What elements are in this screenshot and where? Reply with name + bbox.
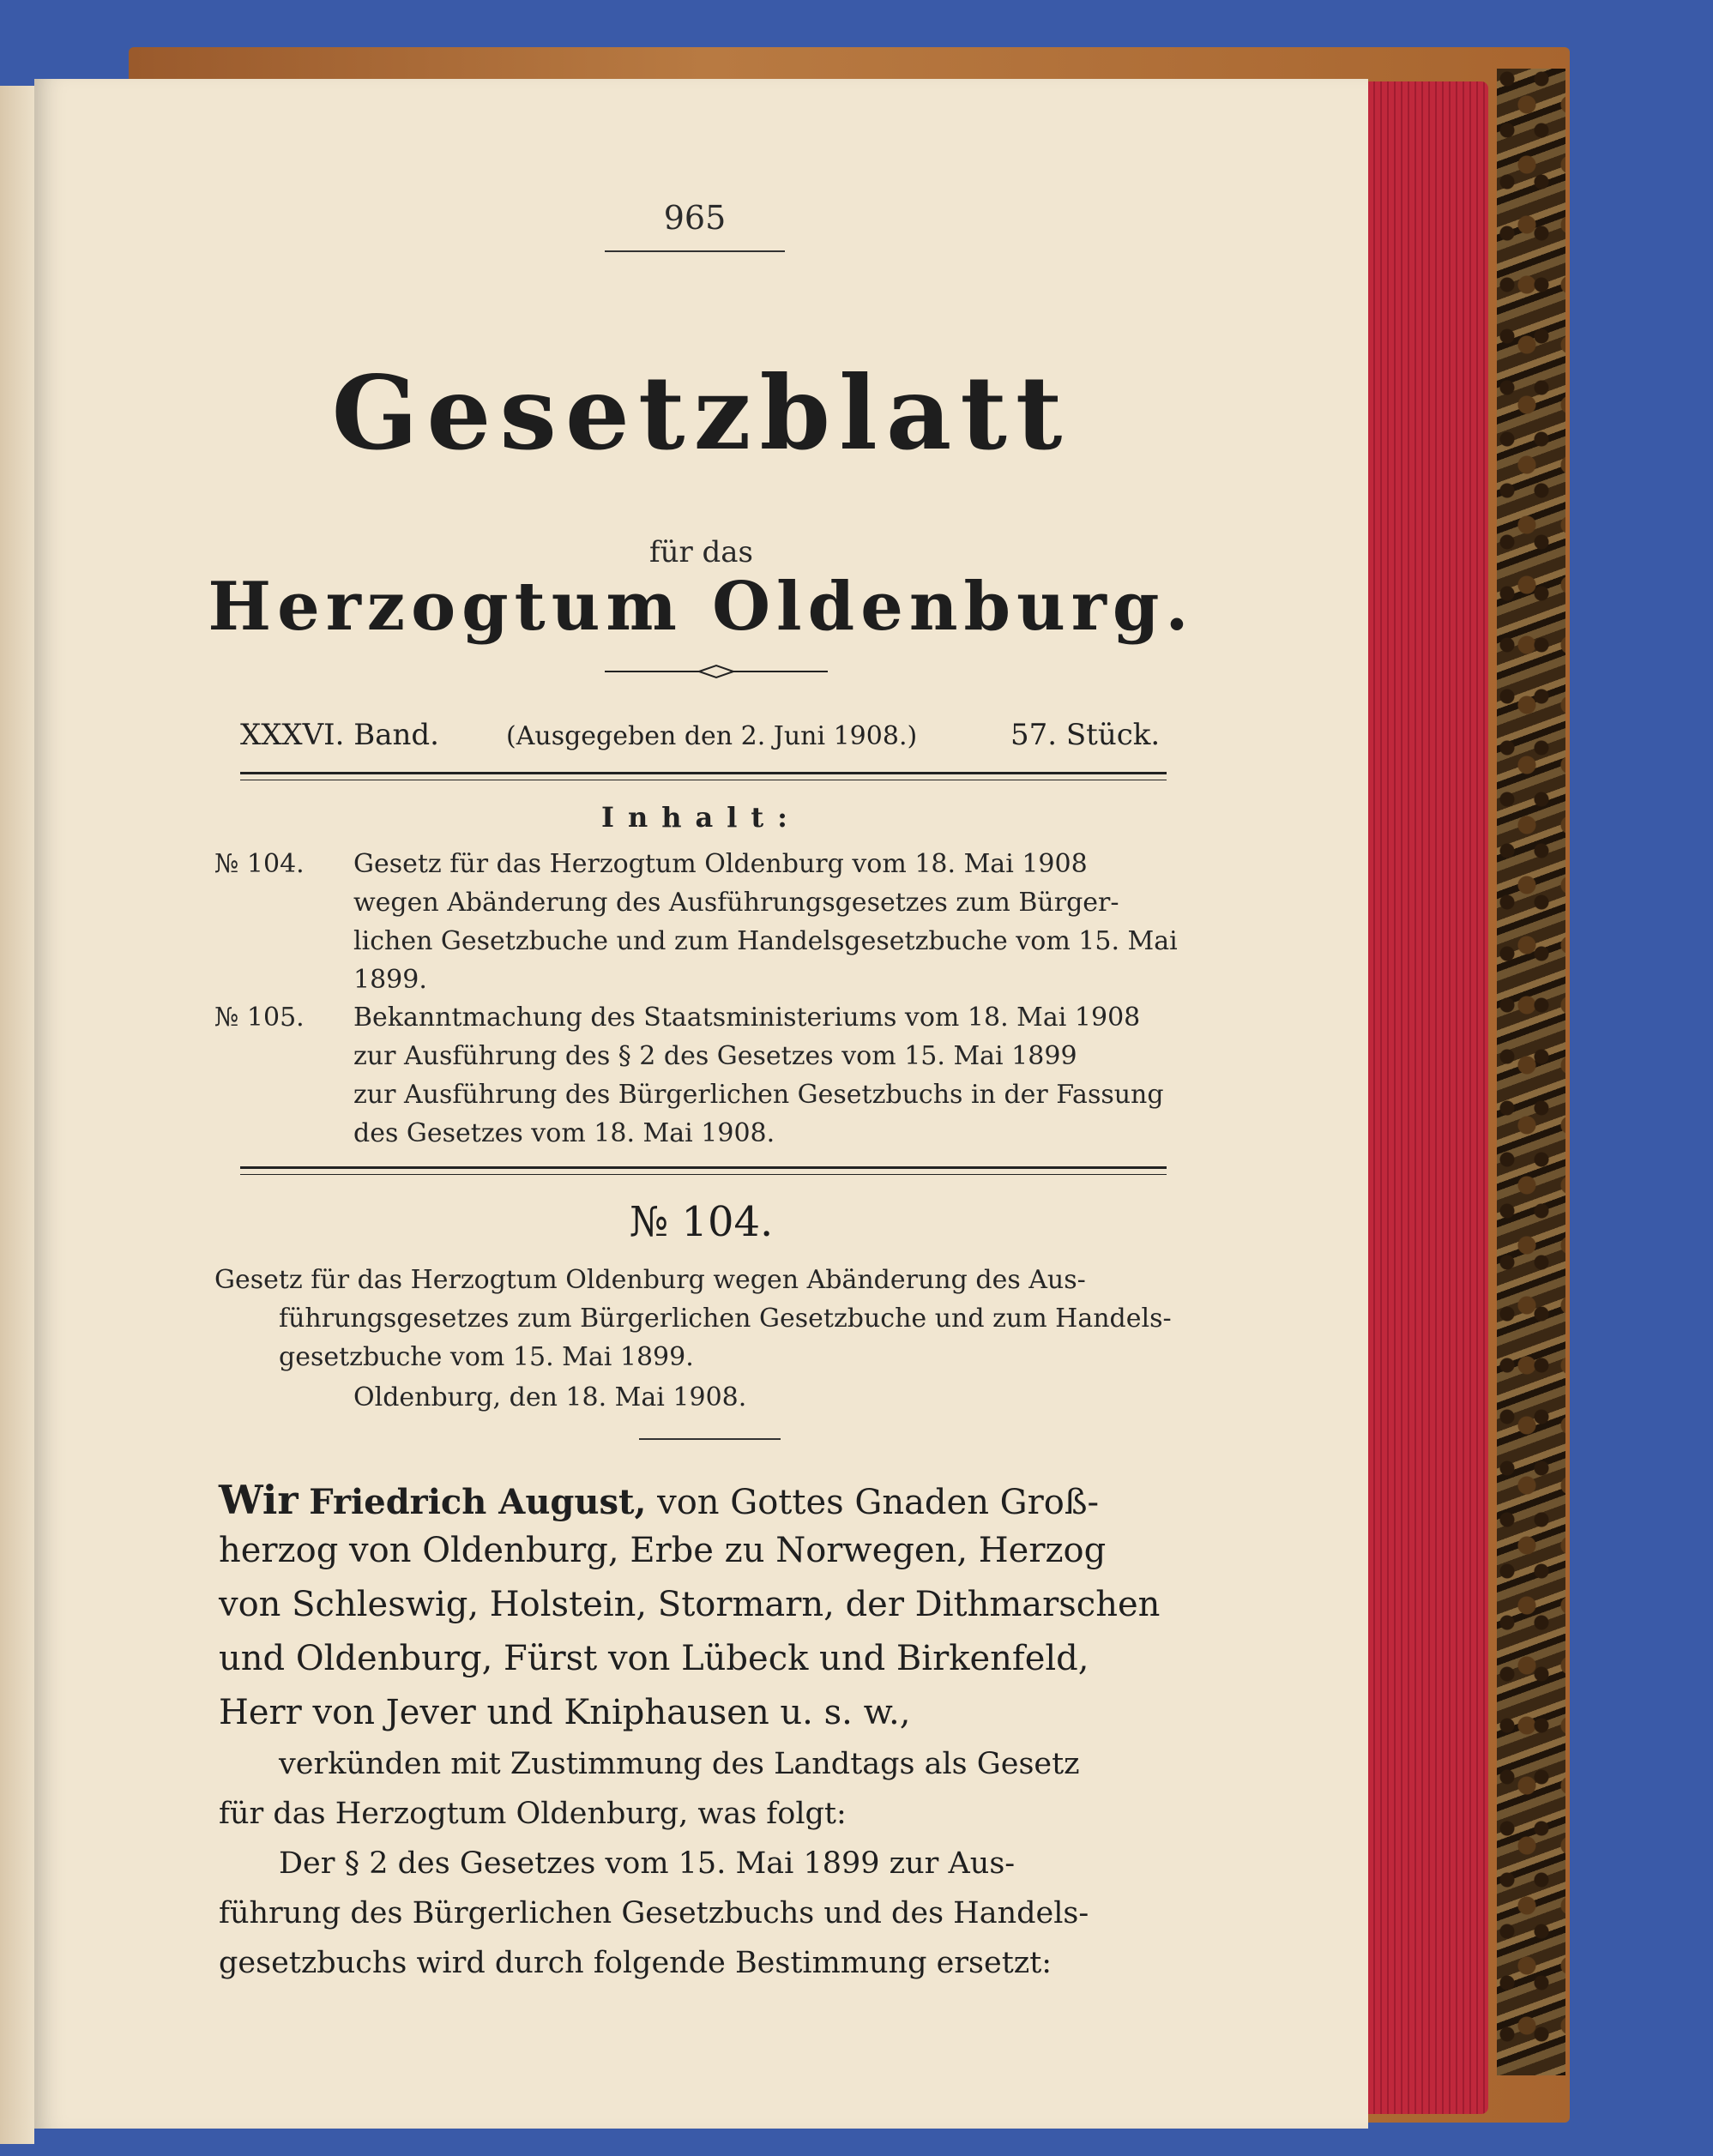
- piece-number: 57. Stück.: [1010, 718, 1161, 752]
- red-page-edges: [1368, 81, 1488, 2114]
- entry-line: des Gesetzes vom 18. Mai 1908.: [353, 1118, 775, 1148]
- header-rule: [605, 250, 785, 252]
- entry-line: 1899.: [353, 965, 427, 995]
- volume: XXXVI. Band.: [240, 718, 439, 752]
- left-page-edge: [0, 86, 34, 2144]
- body-line: von Schleswig, Holstein, Stormarn, der Dithmarschen: [219, 1585, 1161, 1624]
- body-line: [219, 1477, 1099, 1523]
- body-line: Herr von Jever und Kniphausen u. s. w.,: [219, 1693, 911, 1732]
- gazette-subtitle: Herzogtum Oldenburg.: [208, 568, 1195, 646]
- gazette-subtitle-small: für das: [648, 535, 754, 569]
- body-line: gesetzbuchs wird durch folgende Bestimmung ersetzt:: [219, 1946, 1053, 1980]
- body-intro-rest: von Gottes Gnaden Groß-: [657, 1483, 1100, 1522]
- law-title-line: gesetzbuche vom 15. Mai 1899.: [279, 1342, 694, 1372]
- entry-line: wegen Abänderung des Ausführungsgesetzes zum Bürger-: [353, 888, 1119, 918]
- issue-date: (Ausgegeben den 2. Juni 1908.): [506, 721, 918, 751]
- contents-rule: [240, 1166, 1167, 1175]
- body-line: verkünden mit Zustimmung des Landtags als Gesetz: [279, 1747, 1080, 1781]
- issue-rule: [240, 772, 1167, 780]
- ornament-divider-icon: [605, 660, 828, 683]
- body-line: herzog von Oldenburg, Erbe zu Norwegen, Herzog: [219, 1531, 1107, 1570]
- page-number: 965: [663, 199, 727, 237]
- law-title-line: führungsgesetzes zum Bürgerlichen Gesetzbuche und zum Handels-: [279, 1304, 1172, 1334]
- contents-heading: Inhalt:: [601, 801, 801, 834]
- law-place-date: Oldenburg, den 18. Mai 1908.: [353, 1382, 747, 1412]
- entry-line: zur Ausführung des § 2 des Gesetzes vom 15. Mai 1899: [353, 1041, 1077, 1071]
- body-intro-wir: Wir: [219, 1477, 299, 1523]
- body-intro-name: Friedrich August,: [309, 1482, 647, 1522]
- law-number: № 104.: [629, 1198, 774, 1246]
- body-line: Der § 2 des Gesetzes vom 15. Mai 1899 zur Aus-: [279, 1846, 1016, 1881]
- section-rule: [639, 1438, 781, 1440]
- gazette-title: Gesetzblatt: [331, 353, 1071, 473]
- entry-number: № 104.: [214, 849, 305, 879]
- body-line: führung des Bürgerlichen Gesetzbuchs und des Handels-: [219, 1896, 1089, 1930]
- entry-line: Gesetz für das Herzogtum Oldenburg vom 18. Mai 1908: [353, 849, 1088, 879]
- entry-number: № 105.: [214, 1003, 305, 1033]
- marbled-spine: [1497, 69, 1565, 2075]
- document-page: [34, 79, 1368, 2129]
- entry-line: Bekanntmachung des Staatsministeriums vom 18. Mai 1908: [353, 1003, 1141, 1033]
- law-title-line: Gesetz für das Herzogtum Oldenburg wegen Abänderung des Aus-: [214, 1265, 1086, 1295]
- entry-line: zur Ausführung des Bürgerlichen Gesetzbuchs in der Fassung: [353, 1080, 1164, 1110]
- body-line: und Oldenburg, Fürst von Lübeck und Birkenfeld,: [219, 1639, 1089, 1678]
- entry-line: lichen Gesetzbuche und zum Handelsgesetzbuche vom 15. Mai: [353, 926, 1178, 956]
- body-line: für das Herzogtum Oldenburg, was folgt:: [219, 1797, 847, 1831]
- issue-info: [240, 718, 1167, 761]
